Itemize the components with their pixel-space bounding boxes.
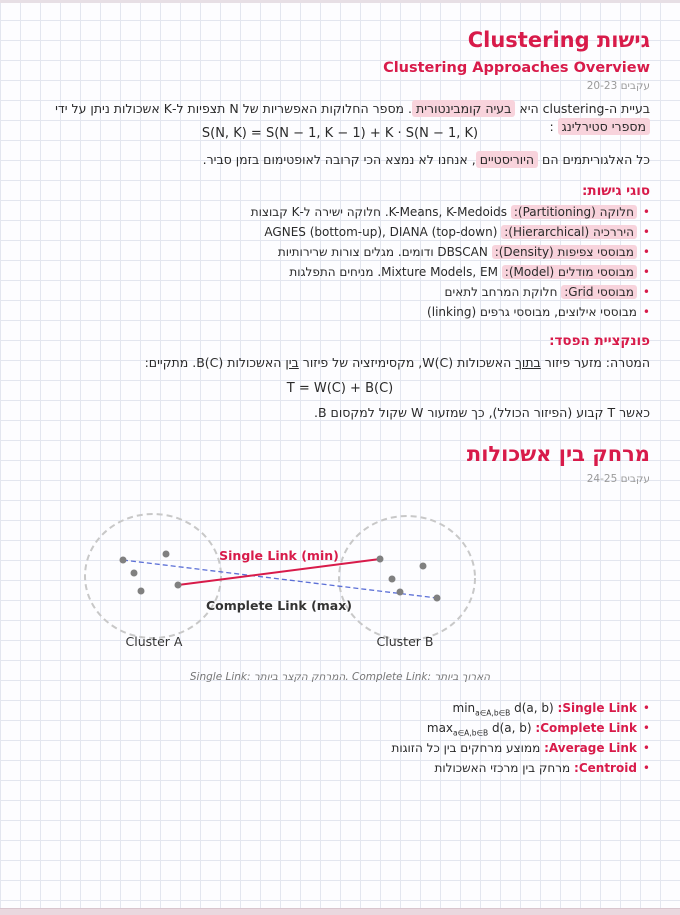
intro-text-start: בעיית ה-clustering היא xyxy=(519,101,650,116)
cluster-b-boundary xyxy=(339,516,475,640)
loss-goal-a: המטרה: מזער פיזור xyxy=(544,355,650,370)
list-item xyxy=(391,698,650,718)
loss-goal-between: בין xyxy=(285,355,299,370)
list-item xyxy=(251,242,650,262)
math-arg: d(a, b) xyxy=(510,701,554,715)
def-label: Complete Link: xyxy=(535,721,637,735)
types-list xyxy=(251,202,650,322)
types-heading: סוגי גישות: xyxy=(581,183,650,199)
math-sub: a∈A,b∈B xyxy=(475,708,511,718)
type-text: K-Means, K-Medoids. חלוקה ישירה ל-K קבוצות xyxy=(250,205,507,219)
def-text: מרחק בין מרכזי האשכולות xyxy=(434,761,571,775)
bullet-icon: • xyxy=(642,205,650,219)
type-tag: חלוקה (Partitioning): xyxy=(511,205,637,219)
page-top-border xyxy=(0,0,680,3)
point-a4 xyxy=(138,588,145,595)
type-tag: מבוססי Grid: xyxy=(561,285,637,299)
linkage-diagram xyxy=(70,500,490,660)
loss-goal xyxy=(20,354,650,372)
bullet-icon: • xyxy=(642,761,650,775)
loss-goal-b: האשכולות W(C), מקסימיזציה של פיזור xyxy=(302,355,512,370)
bullet-icon: • xyxy=(642,701,650,715)
point-b4 xyxy=(397,589,404,596)
bullet-icon: • xyxy=(642,305,650,319)
page-range-2: עקבים 24-25 xyxy=(586,473,650,485)
bullet-icon: • xyxy=(642,721,650,735)
heuristic-text-end: , אנחנו לא נמצא הכי קרובה לאופטימום בזמן סביר. xyxy=(202,152,476,167)
cluster-b-label: Cluster B xyxy=(376,634,434,649)
diagram-caption: Single Link: המרחק הקצר ביותר. Complete Link: הארוך ביותר xyxy=(189,671,491,683)
list-item xyxy=(251,262,650,282)
point-b2 xyxy=(420,563,427,570)
bullet-icon: • xyxy=(642,741,650,755)
highlight-combinatorial: בעיה קומבינטורית xyxy=(412,100,515,117)
bullet-icon: • xyxy=(642,225,650,239)
cluster-a-boundary xyxy=(85,514,221,638)
page-range: עקבים 20-23 xyxy=(586,80,650,92)
type-tag: היררכיה (Hierarchical): xyxy=(501,225,637,239)
type-text: חלוקת המרחב לתאים xyxy=(444,285,558,299)
highlight-stirling: מספרי סטירלינג xyxy=(558,118,650,135)
list-item xyxy=(391,718,650,738)
heuristic-paragraph xyxy=(20,151,650,169)
def-text: ממוצע מרחקים בין כל הזוגות xyxy=(391,741,541,755)
def-label: Centroid: xyxy=(574,761,637,775)
list-item xyxy=(251,282,650,302)
point-a3 xyxy=(131,570,138,577)
loss-heading: פונקציית הפסד: xyxy=(549,333,650,349)
heuristic-text-start: כל האלגוריתמים הם xyxy=(542,152,650,167)
loss-note: כאשר T קבוע (הפיזור הכולל), כך שמזעור W שקול למקסום B. xyxy=(314,405,650,420)
math-arg: d(a, b) xyxy=(488,721,532,735)
point-a2 xyxy=(163,551,170,558)
def-math xyxy=(452,701,554,718)
bullet-icon: • xyxy=(642,265,650,279)
page-bottom-border xyxy=(0,908,680,915)
section-title-distance: מרחק בין אשכולות xyxy=(466,442,650,466)
list-item xyxy=(251,202,650,222)
type-text: DBSCAN ודומים. מגלים צורות שרירותיות xyxy=(277,245,488,259)
bullet-icon: • xyxy=(642,245,650,259)
point-a1 xyxy=(120,557,127,564)
point-b1 xyxy=(377,556,384,563)
single-link-label: Single Link (min) xyxy=(219,548,339,563)
math-op: min xyxy=(452,701,476,715)
list-item xyxy=(251,302,650,322)
bullet-icon: • xyxy=(642,285,650,299)
cluster-a-label: Cluster A xyxy=(125,634,183,649)
list-item xyxy=(391,758,650,778)
type-text: AGNES (bottom-up), DIANA (top-down) xyxy=(264,225,498,239)
point-a5 xyxy=(175,582,182,589)
loss-goal-within: בתוך xyxy=(515,355,541,370)
def-label: Average Link: xyxy=(544,741,637,755)
type-text: מבוססי אילוצים, מבוססי גרפים (linking) xyxy=(427,305,637,319)
loss-goal-c: האשכולות B(C). מתקיים: xyxy=(144,355,282,370)
highlight-heuristic: היוריסטיים xyxy=(476,151,538,168)
linkage-definitions xyxy=(391,698,650,778)
math-sub: a∈A,b∈B xyxy=(453,728,489,738)
section-subtitle: Clustering Approaches Overview xyxy=(383,60,650,76)
total-scatter-formula: T = W(C) + B(C) xyxy=(286,381,394,396)
def-math xyxy=(426,721,532,738)
intro-text-end: : xyxy=(549,119,554,134)
point-b5 xyxy=(434,595,441,602)
point-b3 xyxy=(389,576,396,583)
list-item xyxy=(251,222,650,242)
math-op: max xyxy=(426,721,454,735)
def-label: Single Link: xyxy=(557,701,637,715)
complete-link-label: Complete Link (max) xyxy=(205,598,353,613)
section-title-clustering: גישות Clustering xyxy=(467,28,650,52)
type-tag: מבוססי מודלים (Model): xyxy=(502,265,637,279)
intro-text-mid: . מספר החלוקות האפשריות של N תצפיות ל-K אשכולות ניתן על ידי xyxy=(55,101,412,116)
type-text: Mixture Models, EM. מניחים התפלגות xyxy=(289,265,498,279)
list-item xyxy=(391,738,650,758)
type-tag: מבוססי צפיפות (Density): xyxy=(492,245,637,259)
stirling-formula: S(N, K) = S(N − 1, K − 1) + K · S(N − 1, K) xyxy=(201,126,479,141)
